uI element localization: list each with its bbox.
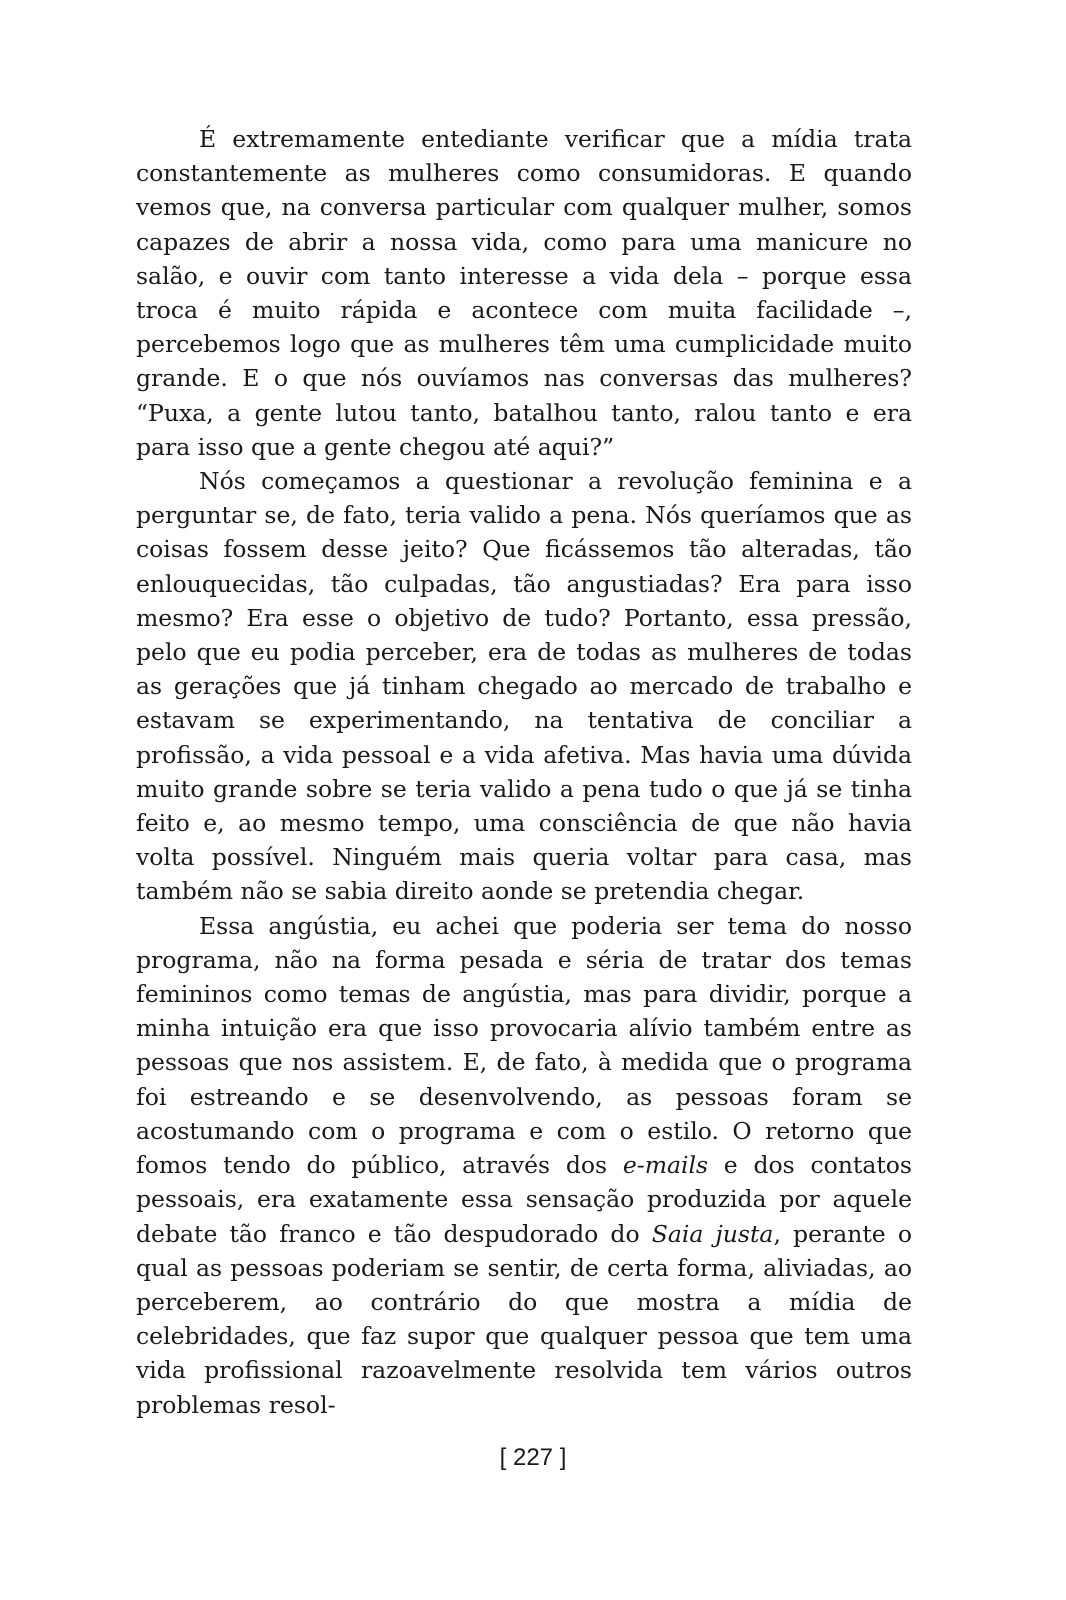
page-number: [ 227 ] <box>499 1444 567 1471</box>
emphasis-program-title: Saia justa <box>651 1219 774 1248</box>
paragraph-3 <box>136 909 912 1422</box>
paragraph-2 <box>136 464 912 909</box>
emphasis-emails: e-mails <box>622 1151 709 1180</box>
paragraph-text: Nós começamos a questionar a revolução feminina e a perguntar se, de fato, teria valido a pena. Nós queríamos que as coisas fossem desse jeito? Que ficássemos tão alteradas, tão enlouquecidas, tão culpadas, tão angustiadas? Era para isso mesmo? Era esse o objetivo de tudo? Portanto, essa pressão, pelo que eu podia perceber, era de todas as mulheres de todas as gerações que já tinham chegado ao mercado de trabalho e estavam se experimentando, na tentativa de conciliar a profissão, a vida pessoal e a vida afetiva. Mas havia uma dúvida muito grande sobre se teria valido a pena tudo o que já se tinha feito e, ao mesmo tempo, uma consciência de que não havia volta possível. Ninguém mais queria voltar para casa, mas também não se sabia direito aonde se pretendia chegar. <box>136 467 912 906</box>
paragraph-text: , perante o qual as pessoas poderiam se sentir, de certa forma, aliviadas, ao perceberem, ao contrário do que mostra a mídia de celebridades, que faz supor que qualquer pessoa que tem uma vida profissional razoavelmente resolvida tem vários outros problemas resol- <box>136 1219 912 1419</box>
body-text <box>136 122 912 1422</box>
paragraph-text: Essa angústia, eu achei que poderia ser tema do nosso programa, não na forma pesada e séria de tratar dos temas femininos como temas de angústia, mas para dividir, porque a minha intuição era que isso provocaria alívio também entre as pessoas que nos assistem. E, de fato, à medida que o programa foi estreando e se desenvolvendo, as pessoas foram se acostumando com o programa e com o estilo. O retorno que fomos tendo do público, através dos <box>136 911 912 1180</box>
paragraph-text: É extremamente entediante verificar que a mídia trata constantemente as mulheres como consumidoras. E quando vemos que, na conversa particular com qualquer mulher, somos capazes de abrir a nossa vida, como para uma manicure no salão, e ouvir com tanto interesse a vida dela – porque essa troca é muito rápida e acontece com muita facilidade –, percebemos logo que as mulheres têm uma cumplicidade muito grande. E o que nós ouvíamos nas conversas das mulheres? “Puxa, a gente lutou tanto, batalhou tanto, ralou tanto e era para isso que a gente chegou até aqui?” <box>136 125 912 461</box>
paragraph-1 <box>136 122 912 464</box>
paragraph-text: e dos contatos pessoais, era exatamente essa sensação produzida por aquele debate tão franco e tão despudorado do <box>136 1151 912 1248</box>
